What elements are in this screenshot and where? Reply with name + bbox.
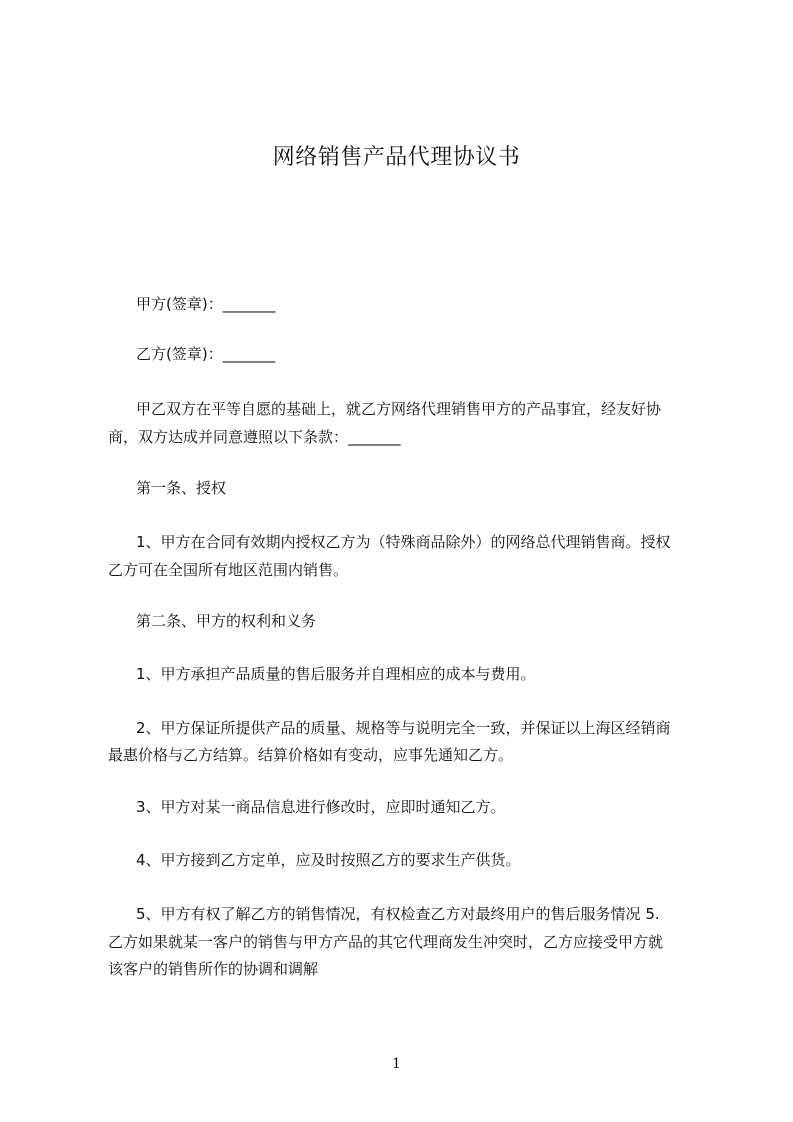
article-2-item-2-line-1: 2、甲方保证所提供产品的质量、规格等与说明完全一致，并保证以上海区经销商	[136, 719, 671, 737]
intro-paragraph-line-1: 甲乙双方在平等自愿的基础上，就乙方网络代理销售甲方的产品事宜，经友好协	[136, 400, 662, 418]
article-2-heading: 第二条、甲方的权利和义务	[136, 612, 317, 630]
article-2-item-1: 1、甲方承担产品质量的售后服务并自理相应的成本与费用。	[136, 665, 536, 683]
page-number: 1	[392, 1056, 401, 1072]
party-b-signature-line: 乙方(签章)：_______	[136, 345, 276, 363]
article-1-clause-1-line-1: 1、甲方在合同有效期内授权乙方为（特殊商品除外）的网络总代理销售商。授权	[136, 533, 671, 551]
article-2-item-3: 3、甲方对某一商品信息进行修改时，应即时通知乙方。	[136, 798, 506, 816]
article-2-item-4: 4、甲方接到乙方定单，应及时按照乙方的要求生产供货。	[136, 851, 521, 869]
article-2-item-2-line-2: 最惠价格与乙方结算。结算价格如有变动，应事先通知乙方。	[108, 746, 514, 764]
article-1-clause-1-line-2: 乙方可在全国所有地区范围内销售。	[108, 561, 349, 579]
party-a-signature-line: 甲方(签章)：_______	[136, 295, 276, 313]
intro-paragraph-line-2: 商，双方达成并同意遵照以下条款：_______	[108, 428, 401, 446]
document-title: 网络销售产品代理协议书	[272, 145, 521, 170]
article-2-item-5-line-1: 5、甲方有权了解乙方的销售情况，有权检查乙方对最终用户的售后服务情况 5.	[136, 905, 660, 923]
article-1-heading: 第一条、授权	[136, 479, 227, 497]
article-2-item-5-line-3: 该客户的销售所作的协调和调解	[108, 960, 319, 978]
article-2-item-5-line-2: 乙方如果就某一客户的销售与甲方产品的其它代理商发生冲突时，乙方应接受甲方就	[108, 933, 664, 951]
